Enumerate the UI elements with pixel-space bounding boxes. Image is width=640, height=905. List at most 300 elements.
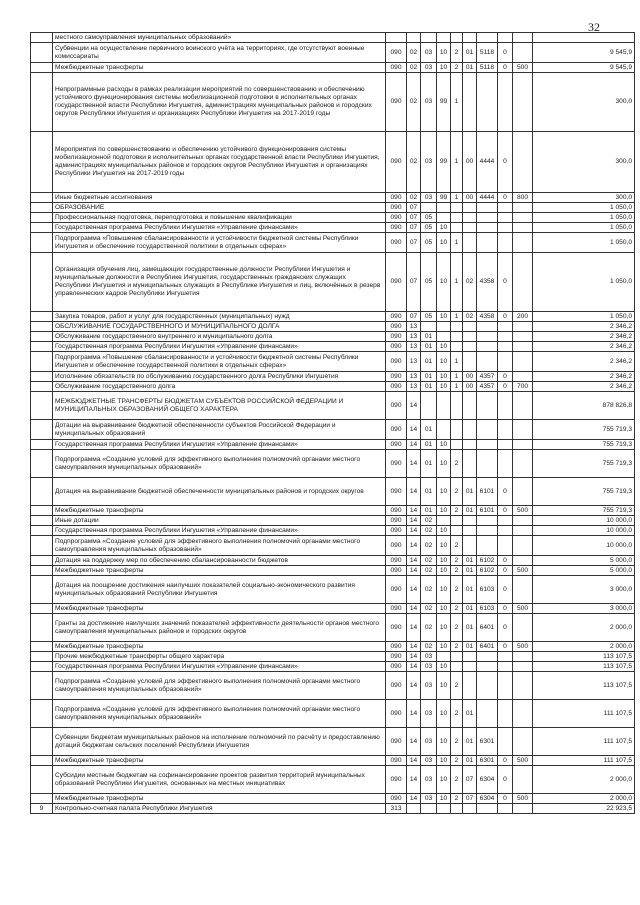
code-rz-cell: 14: [407, 516, 421, 526]
code-direction-cell: 4444: [477, 193, 498, 203]
amount-cell: 300,0: [533, 73, 635, 132]
code-vr-cell: [513, 526, 533, 536]
code-direction-cell: [477, 73, 498, 132]
code-gr-cell: 090: [386, 756, 407, 766]
amount-cell: 3 000,0: [533, 576, 635, 604]
code-direction-cell: [477, 662, 498, 672]
code-gr-cell: 090: [386, 132, 407, 193]
code-gr-cell: 090: [386, 700, 407, 728]
code-suffix-cell: [498, 223, 513, 233]
code-direction-cell: 6401: [477, 642, 498, 652]
code-vr-cell: [513, 662, 533, 672]
table-row: [31, 203, 635, 213]
code-suffix-cell: [498, 450, 513, 478]
amount-cell: 1 050,0: [533, 213, 635, 223]
code-subprogram-cell: 2: [451, 728, 463, 756]
code-event-cell: 01: [463, 604, 477, 614]
amount-cell: 2 000,0: [533, 766, 635, 794]
code-vr-cell: [513, 440, 533, 450]
code-vr-cell: [513, 516, 533, 526]
row-number-cell: [31, 728, 53, 756]
budget-table: [30, 32, 635, 814]
code-rz-cell: 02: [407, 63, 421, 73]
code-program-cell: 10: [437, 506, 451, 516]
code-pr-cell: 01: [421, 478, 437, 506]
code-vr-cell: [513, 450, 533, 478]
code-subprogram-cell: 2: [451, 766, 463, 794]
table-row: [31, 440, 635, 450]
item-name-cell: Государственная программа Республики Ингушетия «Управление финансами»: [53, 662, 386, 672]
amount-cell: 111 107,5: [533, 700, 635, 728]
code-pr-cell: 01: [421, 342, 437, 352]
code-vr-cell: [513, 73, 533, 132]
item-name-cell: Субвенции на осуществление первичного воинского учёта на территориях, где отсутствуют военные комиссариаты: [53, 43, 386, 63]
code-program-cell: [437, 652, 451, 662]
code-subprogram-cell: 1: [451, 132, 463, 193]
table-row: [31, 576, 635, 604]
row-number-cell: [31, 392, 53, 420]
code-pr-cell: [421, 33, 437, 43]
row-number-cell: [31, 223, 53, 233]
table-row: [31, 450, 635, 478]
item-name-cell: Субвенции бюджетам муниципальных районов на исполнение полномочий по расчёту и предоставлению дотаций бюджетам сельских поселений Республики Ингушетия: [53, 728, 386, 756]
code-event-cell: [463, 213, 477, 223]
code-pr-cell: 05: [421, 312, 437, 322]
code-rz-cell: 13: [407, 332, 421, 342]
code-event-cell: 02: [463, 253, 477, 312]
code-vr-cell: [513, 614, 533, 642]
row-number-cell: [31, 794, 53, 804]
code-event-cell: [463, 516, 477, 526]
code-gr-cell: 090: [386, 312, 407, 322]
code-gr-cell: 090: [386, 193, 407, 203]
code-direction-cell: 4358: [477, 253, 498, 312]
code-pr-cell: 02: [421, 614, 437, 642]
code-vr-cell: 500: [513, 794, 533, 804]
code-rz-cell: 14: [407, 450, 421, 478]
code-program-cell: 10: [437, 728, 451, 756]
amount-cell: 1 050,0: [533, 223, 635, 233]
row-number-cell: [31, 700, 53, 728]
code-rz-cell: 14: [407, 604, 421, 614]
item-name-cell: Межбюджетные трансферты: [53, 63, 386, 73]
code-gr-cell: 090: [386, 672, 407, 700]
code-program-cell: 10: [437, 526, 451, 536]
code-vr-cell: [513, 576, 533, 604]
code-gr-cell: 090: [386, 576, 407, 604]
code-rz-cell: 02: [407, 193, 421, 203]
code-rz-cell: 14: [407, 506, 421, 516]
item-name-cell: Дотация на поддержку мер по обеспечению сбалансированности бюджетов: [53, 556, 386, 566]
code-direction-cell: 6102: [477, 556, 498, 566]
code-suffix-cell: 0: [498, 556, 513, 566]
amount-cell: 300,0: [533, 193, 635, 203]
table-row: [31, 420, 635, 440]
row-number-cell: [31, 478, 53, 506]
code-pr-cell: 03: [421, 794, 437, 804]
amount-cell: 113 107,5: [533, 652, 635, 662]
code-gr-cell: 090: [386, 506, 407, 516]
item-name-cell: Профессиональная подготовка, переподготовка и повышение квалификации: [53, 213, 386, 223]
table-row: [31, 526, 635, 536]
row-number-cell: [31, 614, 53, 642]
code-gr-cell: 090: [386, 392, 407, 420]
code-rz-cell: [407, 804, 421, 814]
code-suffix-cell: 0: [498, 576, 513, 604]
item-name-cell: Государственная программа Республики Ингушетия «Управление финансами»: [53, 526, 386, 536]
code-vr-cell: 800: [513, 193, 533, 203]
item-name-cell: Контрольно-счетная палата Республики Ингушетия: [53, 804, 386, 814]
code-pr-cell: 01: [421, 506, 437, 516]
code-gr-cell: 090: [386, 556, 407, 566]
table-row: [31, 322, 635, 332]
code-suffix-cell: 0: [498, 43, 513, 63]
row-number-cell: [31, 322, 53, 332]
code-rz-cell: 14: [407, 652, 421, 662]
code-suffix-cell: [498, 672, 513, 700]
code-subprogram-cell: [451, 516, 463, 526]
row-number-cell: [31, 536, 53, 556]
code-subprogram-cell: 2: [451, 700, 463, 728]
code-event-cell: [463, 536, 477, 556]
code-direction-cell: [477, 213, 498, 223]
code-subprogram-cell: [451, 213, 463, 223]
code-event-cell: 01: [463, 43, 477, 63]
code-event-cell: [463, 652, 477, 662]
code-program-cell: 10: [437, 614, 451, 642]
item-name-cell: ОБРАЗОВАНИЕ: [53, 203, 386, 213]
row-number-cell: [31, 506, 53, 516]
code-direction-cell: [477, 352, 498, 372]
code-vr-cell: [513, 804, 533, 814]
row-number-cell: [31, 450, 53, 478]
code-rz-cell: 07: [407, 253, 421, 312]
code-direction-cell: 6304: [477, 766, 498, 794]
amount-cell: 755 719,3: [533, 420, 635, 440]
table-row: [31, 213, 635, 223]
row-number-cell: [31, 604, 53, 614]
code-rz-cell: 07: [407, 203, 421, 213]
code-pr-cell: 03: [421, 193, 437, 203]
code-program-cell: [437, 392, 451, 420]
code-pr-cell: 03: [421, 63, 437, 73]
code-pr-cell: [421, 203, 437, 213]
code-pr-cell: [421, 392, 437, 420]
table-row: [31, 223, 635, 233]
code-direction-cell: [477, 804, 498, 814]
code-suffix-cell: [498, 652, 513, 662]
code-pr-cell: 02: [421, 642, 437, 652]
table-row: [31, 794, 635, 804]
code-pr-cell: 02: [421, 516, 437, 526]
code-rz-cell: 07: [407, 233, 421, 253]
code-subprogram-cell: [451, 33, 463, 43]
row-number-cell: [31, 352, 53, 372]
code-direction-cell: 4357: [477, 382, 498, 392]
code-rz-cell: 14: [407, 756, 421, 766]
code-event-cell: [463, 420, 477, 440]
code-vr-cell: 200: [513, 312, 533, 322]
amount-cell: 1 050,0: [533, 312, 635, 322]
code-event-cell: [463, 203, 477, 213]
code-gr-cell: 313: [386, 804, 407, 814]
item-name-cell: Иные дотации: [53, 516, 386, 526]
code-program-cell: 10: [437, 536, 451, 556]
code-suffix-cell: 0: [498, 253, 513, 312]
code-pr-cell: 03: [421, 132, 437, 193]
item-name-cell: Подпрограмма «Повышение сбалансированности и устойчивости бюджетной системы Республики Ингушетия и обеспечение государственной политики в отдельных сферах»: [53, 352, 386, 372]
code-vr-cell: [513, 728, 533, 756]
item-name-cell: Подпрограмма «Создание условий для эффективного выполнения полномочий органами местного самоуправления муниципальных образований»: [53, 700, 386, 728]
code-direction-cell: [477, 223, 498, 233]
code-suffix-cell: [498, 33, 513, 43]
code-event-cell: [463, 342, 477, 352]
table-row: [31, 566, 635, 576]
code-suffix-cell: [498, 203, 513, 213]
row-number-cell: [31, 203, 53, 213]
code-subprogram-cell: 1: [451, 372, 463, 382]
code-direction-cell: 6101: [477, 478, 498, 506]
code-event-cell: [463, 352, 477, 372]
table-row: [31, 804, 635, 814]
item-name-cell: Государственная программа Республики Ингушетия «Управление финансами»: [53, 342, 386, 352]
item-name-cell: Подпрограмма «Повышение сбалансированности и устойчивости бюджетной системы Республики Ингушетия и обеспечение государственной политики в отдельных сферах»: [53, 233, 386, 253]
table-row: [31, 756, 635, 766]
code-subprogram-cell: [451, 223, 463, 233]
code-rz-cell: 14: [407, 700, 421, 728]
code-gr-cell: 090: [386, 73, 407, 132]
code-vr-cell: [513, 352, 533, 372]
code-rz-cell: 14: [407, 672, 421, 700]
code-program-cell: 10: [437, 342, 451, 352]
row-number-cell: [31, 516, 53, 526]
table-body: [31, 33, 635, 814]
code-suffix-cell: [498, 420, 513, 440]
code-program-cell: [437, 804, 451, 814]
code-gr-cell: 090: [386, 642, 407, 652]
code-program-cell: [437, 33, 451, 43]
code-direction-cell: 6401: [477, 614, 498, 642]
code-subprogram-cell: [451, 332, 463, 342]
item-name-cell: Государственная программа Республики Ингушетия «Управление финансами»: [53, 440, 386, 450]
row-number-cell: [31, 33, 53, 43]
code-program-cell: 10: [437, 700, 451, 728]
amount-cell: 5 000,0: [533, 566, 635, 576]
code-event-cell: 07: [463, 794, 477, 804]
code-direction-cell: [477, 332, 498, 342]
code-vr-cell: [513, 556, 533, 566]
row-number-cell: [31, 193, 53, 203]
item-name-cell: Мероприятия по совершенствованию и обеспечению устойчивого функционирования системы мобилизационной подготовки в исполнительных органах государственной власти Республики Ингушетия, администрациях муниципальных районов и городских округов Республики Ингушетия и организациях Республики Ингушетия на 2017-2019 годы: [53, 132, 386, 193]
code-program-cell: 10: [437, 556, 451, 566]
row-number-cell: [31, 662, 53, 672]
code-pr-cell: 05: [421, 223, 437, 233]
amount-cell: 755 719,3: [533, 440, 635, 450]
item-name-cell: Прочие межбюджетные трансферты общего характера: [53, 652, 386, 662]
code-rz-cell: 14: [407, 556, 421, 566]
code-vr-cell: 500: [513, 604, 533, 614]
code-direction-cell: [477, 672, 498, 700]
amount-cell: 300,0: [533, 132, 635, 193]
table-row: [31, 536, 635, 556]
table-row: [31, 642, 635, 652]
code-suffix-cell: [498, 662, 513, 672]
table-row: [31, 700, 635, 728]
item-name-cell: Субсидии местным бюджетам на софинансирование проектов развития территорий муниципальных образований Республики Ингушетия, основанных на местных инициативах: [53, 766, 386, 794]
code-gr-cell: 090: [386, 332, 407, 342]
code-program-cell: 10: [437, 642, 451, 652]
code-subprogram-cell: [451, 322, 463, 332]
row-number-cell: [31, 342, 53, 352]
code-suffix-cell: [498, 213, 513, 223]
code-direction-cell: 4358: [477, 312, 498, 322]
code-rz-cell: 14: [407, 478, 421, 506]
code-gr-cell: 090: [386, 450, 407, 478]
code-pr-cell: 03: [421, 700, 437, 728]
code-rz-cell: 14: [407, 392, 421, 420]
row-number-cell: [31, 766, 53, 794]
item-name-cell: местного самоуправления муниципальных образований»: [53, 33, 386, 43]
code-suffix-cell: [498, 516, 513, 526]
code-suffix-cell: [498, 352, 513, 372]
code-suffix-cell: 0: [498, 794, 513, 804]
item-name-cell: Дотации на выравнивание бюджетной обеспеченности субъектов Российской Федерации и муниципальных образований: [53, 420, 386, 440]
code-direction-cell: 4444: [477, 132, 498, 193]
amount-cell: 2 346,2: [533, 322, 635, 332]
item-name-cell: Межбюджетные трансферты: [53, 642, 386, 652]
code-direction-cell: [477, 392, 498, 420]
item-name-cell: Исполнение обязательств по обслуживанию государственного долга Республики Ингушетия: [53, 372, 386, 382]
code-pr-cell: 05: [421, 253, 437, 312]
code-program-cell: 10: [437, 604, 451, 614]
code-suffix-cell: 0: [498, 132, 513, 193]
row-number-cell: [31, 382, 53, 392]
code-rz-cell: 14: [407, 642, 421, 652]
row-number-cell: [31, 213, 53, 223]
code-rz-cell: 14: [407, 536, 421, 556]
item-name-cell: Государственная программа Республики Ингушетия «Управление финансами»: [53, 223, 386, 233]
code-program-cell: 10: [437, 756, 451, 766]
table-row: [31, 372, 635, 382]
code-pr-cell: 01: [421, 420, 437, 440]
code-event-cell: [463, 804, 477, 814]
code-suffix-cell: 0: [498, 642, 513, 652]
amount-cell: 9 545,9: [533, 63, 635, 73]
code-suffix-cell: 0: [498, 63, 513, 73]
code-direction-cell: [477, 420, 498, 440]
amount-cell: 2 346,2: [533, 372, 635, 382]
amount-cell: 878 826,8: [533, 392, 635, 420]
code-suffix-cell: [498, 342, 513, 352]
code-suffix-cell: [498, 73, 513, 132]
row-number-cell: [31, 372, 53, 382]
row-number-cell: 9: [31, 804, 53, 814]
item-name-cell: Подпрограмма «Создание условий для эффективного выполнения полномочий органами местного самоуправления муниципальных образований»: [53, 450, 386, 478]
code-program-cell: 10: [437, 478, 451, 506]
code-gr-cell: 090: [386, 322, 407, 332]
code-direction-cell: 6301: [477, 728, 498, 756]
item-name-cell: ОБСЛУЖИВАНИЕ ГОСУДАРСТВЕННОГО И МУНИЦИПАЛЬНОГО ДОЛГА: [53, 322, 386, 332]
code-event-cell: [463, 526, 477, 536]
code-vr-cell: [513, 33, 533, 43]
code-event-cell: 01: [463, 478, 477, 506]
table-row: [31, 382, 635, 392]
table-row: [31, 478, 635, 506]
code-direction-cell: 6103: [477, 576, 498, 604]
amount-cell: 2 000,0: [533, 642, 635, 652]
code-subprogram-cell: 2: [451, 756, 463, 766]
code-pr-cell: 02: [421, 576, 437, 604]
item-name-cell: Дотация на поощрение достижения наилучших показателей социально-экономического развития муниципальных образований Республики Ингушетия: [53, 576, 386, 604]
code-suffix-cell: [498, 322, 513, 332]
code-suffix-cell: [498, 440, 513, 450]
code-program-cell: 10: [437, 566, 451, 576]
code-suffix-cell: 0: [498, 756, 513, 766]
code-event-cell: 01: [463, 506, 477, 516]
code-event-cell: [463, 73, 477, 132]
code-gr-cell: 090: [386, 614, 407, 642]
code-program-cell: 10: [437, 382, 451, 392]
code-pr-cell: 02: [421, 566, 437, 576]
code-suffix-cell: 0: [498, 566, 513, 576]
code-rz-cell: 13: [407, 322, 421, 332]
code-vr-cell: [513, 420, 533, 440]
code-subprogram-cell: [451, 342, 463, 352]
code-pr-cell: [421, 322, 437, 332]
code-event-cell: [463, 672, 477, 700]
amount-cell: 2 000,0: [533, 614, 635, 642]
code-direction-cell: [477, 652, 498, 662]
row-number-cell: [31, 312, 53, 322]
code-gr-cell: 090: [386, 478, 407, 506]
code-rz-cell: 14: [407, 420, 421, 440]
code-subprogram-cell: [451, 420, 463, 440]
amount-cell: 2 346,2: [533, 332, 635, 342]
amount-cell: 10 000,0: [533, 536, 635, 556]
code-event-cell: [463, 450, 477, 478]
code-suffix-cell: [498, 233, 513, 253]
item-name-cell: Межбюджетные трансферты: [53, 794, 386, 804]
page-number: 32: [588, 20, 600, 34]
item-name-cell: Дотация на выравнивание бюджетной обеспеченности муниципальных районов и городских округов: [53, 478, 386, 506]
row-number-cell: [31, 253, 53, 312]
code-rz-cell: 02: [407, 73, 421, 132]
table-row: [31, 392, 635, 420]
code-direction-cell: [477, 203, 498, 213]
code-event-cell: [463, 322, 477, 332]
code-rz-cell: 14: [407, 662, 421, 672]
row-number-cell: [31, 73, 53, 132]
code-subprogram-cell: 1: [451, 73, 463, 132]
code-program-cell: [437, 420, 451, 440]
code-rz-cell: 14: [407, 566, 421, 576]
code-vr-cell: 700: [513, 382, 533, 392]
code-program-cell: 10: [437, 450, 451, 478]
code-vr-cell: [513, 233, 533, 253]
code-gr-cell: 090: [386, 566, 407, 576]
code-gr-cell: 090: [386, 420, 407, 440]
code-event-cell: 01: [463, 756, 477, 766]
code-event-cell: 07: [463, 766, 477, 794]
amount-cell: 2 346,2: [533, 352, 635, 372]
code-vr-cell: [513, 43, 533, 63]
code-direction-cell: 5118: [477, 43, 498, 63]
code-suffix-cell: [498, 700, 513, 728]
code-event-cell: [463, 392, 477, 420]
code-direction-cell: [477, 450, 498, 478]
code-program-cell: 10: [437, 352, 451, 372]
code-gr-cell: 090: [386, 372, 407, 382]
